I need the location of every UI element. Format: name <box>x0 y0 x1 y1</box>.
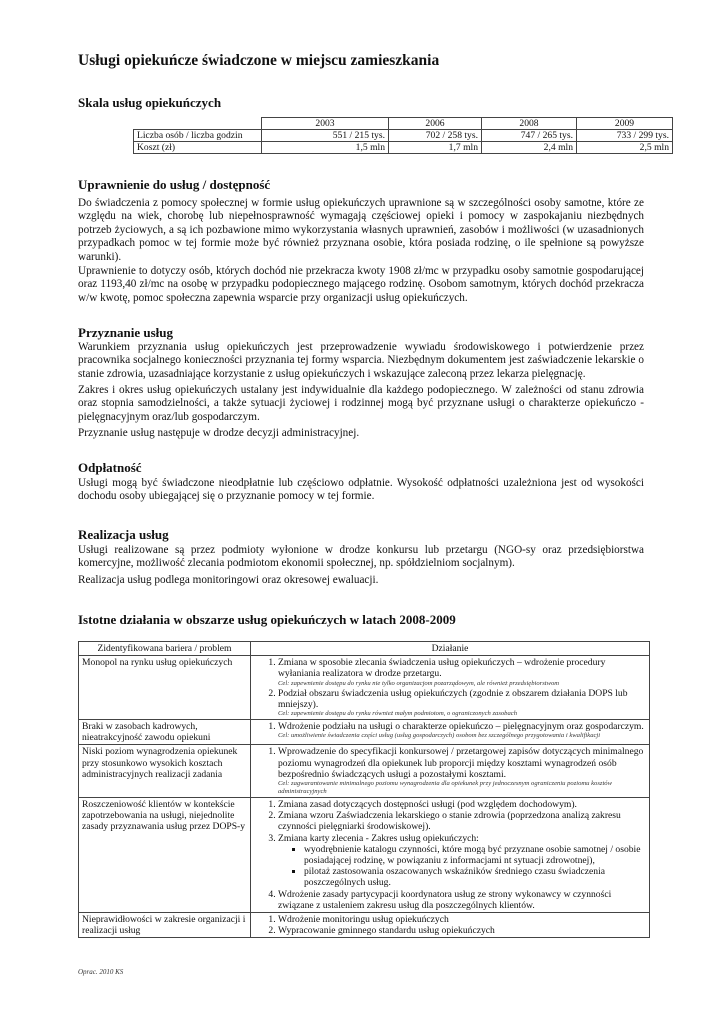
actions-table <box>78 641 650 938</box>
action-text: Wprowadzenie do specyfikacji konkursowej / przetargowej zapisów dotyczących minimalnego poziomu wynagrodzeń dla opiekunek lub proporcji między kosztami wynagrodzeń osób bezpośrednio świadczących usługi a pozostałymi kosztami. <box>278 746 644 780</box>
scale-row-cost <box>134 142 673 154</box>
action-item <box>278 746 646 796</box>
action-text: Podział obszaru świadczenia usług opiekuńczych (zgodnie z obszarem działania DOPS lub mniejszy). <box>278 687 628 710</box>
table-row <box>79 798 650 913</box>
entitlement-heading: Uprawnienie do usług / dostępność <box>78 177 271 192</box>
row-label: Liczba osób / liczba godzin <box>134 130 262 142</box>
action-item <box>278 688 646 718</box>
year-cell: 2009 <box>577 118 673 130</box>
action-item <box>278 925 646 936</box>
table-row <box>79 720 650 745</box>
action-text: Wdrożenie monitoringu usług opiekuńczych <box>278 914 449 926</box>
actions-heading: Istotne działania w obszarze usług opiekuńczych w latach 2008-2009 <box>78 612 456 627</box>
action-text: Zmiana wzoru Zaświadczenia lekarskiego o stanie zdrowia (poprzedzona analizą zakresu czynności pielęgniarki środowiskowej). <box>278 810 621 833</box>
action-cell <box>251 798 650 913</box>
barrier-cell: Braki w zasobach kadrowych, nieatrakcyjność zawodu opiekuni <box>79 720 251 745</box>
row-label: Koszt (zł) <box>134 142 262 154</box>
entitlement-paragraph-2: Uprawnienie to dotyczy osób, których dochód nie przekracza kwoty 1908 zł/mc w przypadku osoby samotnie gospodarującej oraz 1193,40 zł/mc na osobę w przypadku podopiecznego mającego rodzinę. Osobom samotnym, których dochód przekracza w/w kwotę, pomoc społeczna zapewnia wsparcie przy organizacji usług opiekuńczych. <box>78 265 644 304</box>
action-goal: Cel: zagwarantowanie minimalnego poziomu wynagrodzenia dla opiekunek przy jednoczesnym ograniczeniu poziomu kosztów administracyjnych <box>278 780 612 796</box>
payment-paragraph: Usługi mogą być świadczone nieodpłatnie lub częściowo odpłatnie. Wysokość odpłatności uzależniona jest od wysokości dochodu osoby ubiegającej się o przyznanie pomocy w tej formie. <box>78 477 644 503</box>
action-cell <box>251 913 650 938</box>
table-row <box>79 913 650 938</box>
action-text: Wdrożenie podziału na usługi o charakterze opiekuńczo – pielęgnacyjnym oraz gospodarczym. <box>278 721 644 733</box>
value-cell: 702 / 258 tys. <box>389 130 482 142</box>
barrier-cell: Monopol na rynku usług opiekuńczych <box>79 656 251 720</box>
action-text: Wypracowanie gminnego standardu usług opiekuńczych <box>278 925 495 937</box>
sub-bullet: ▪ pilotaż zastosowania oszacowanych wskaźników średniego czasu świadczenia poszczególnych usług. <box>304 866 646 888</box>
delivery-paragraph-2: Realizacja usług podlega monitoringowi oraz okresowej ewaluacji. <box>78 574 379 586</box>
action-text: Zmiana zasad dotyczących dostępności usługi (pod względem dochodowym). <box>278 799 577 811</box>
action-text: Zmiana w sposobie zlecania świadczenia usług opiekuńczych – wdrożenie procedury wyłaniania realizatora w drodze przetargu. <box>278 657 606 680</box>
payment-heading: Odpłatność <box>78 460 142 475</box>
action-goal: Cel: zapewnienie dostępu do rynku nie tylko organizacjom pozarządowym, ale również przedsiębiorstwom <box>278 679 560 687</box>
action-cell <box>251 656 650 720</box>
table-row <box>79 656 650 720</box>
action-item <box>278 914 646 925</box>
action-item <box>278 721 646 740</box>
action-text: Wdrożenie zasady partycypacji koordynatora usług ze strony wykonawcy w czynności związane z ustaleniem zakresu usług dla poszczególnych klientów. <box>278 888 612 911</box>
value-cell: 2,5 mln <box>577 142 673 154</box>
value-cell: 733 / 299 tys. <box>577 130 673 142</box>
action-goal: Cel: zapewnienie dostępu do rynku również małym podmiotom, o ograniczonych zasobach <box>278 710 517 718</box>
action-item <box>278 833 646 889</box>
value-cell: 747 / 265 tys. <box>482 130 577 142</box>
granting-heading: Przyznanie usług <box>78 325 173 340</box>
action-cell <box>251 745 650 798</box>
action-item <box>278 889 646 911</box>
year-cell: 2003 <box>262 118 389 130</box>
action-item <box>278 799 646 810</box>
barrier-cell: Nieprawidłowości w zakresie organizacji i realizacji usług <box>79 913 251 938</box>
granting-paragraph-3: Przyznanie usług następuje w drodze decyzji administracyjnej. <box>78 427 360 439</box>
scale-heading: Skala usług opiekuńczych <box>78 95 222 110</box>
scale-table <box>133 117 673 154</box>
delivery-heading: Realizacja usług <box>78 527 169 542</box>
footer-note: Oprac. 2010 KS <box>78 968 124 976</box>
value-cell: 1,5 mln <box>262 142 389 154</box>
action-goal: Cel: umożliwienie świadczenia części usług (usług gospodarczych) osobom bez szczególnego przygotowania i kwalifikacji <box>278 732 601 740</box>
value-cell: 1,7 mln <box>389 142 482 154</box>
value-cell: 551 / 215 tys. <box>262 130 389 142</box>
barrier-cell: Roszczeniowość klientów w kontekście zapotrzebowania na usługi, niejednolite zasady przyznawania usług przez DOPS-y <box>79 798 251 913</box>
entitlement-paragraph-1: Do świadczenia z pomocy społecznej w formie usług opiekuńczych uprawnione są w szczególności osoby samotne, które ze względu na wiek, chorobę lub niepełnosprawność wymagają częściowej opieki i pomocy w zaspokajaniu niezbędnych potrzeb życiowych, a są ich pozbawione mimo wykorzystania własnych uprawnień, zasobów i możliwości (w uzasadnionych przypadkach pomoc w tej formie może być również przyznana osobie, która posiada rodzinę, o ile spełnione są powyższe warunki). <box>78 197 644 263</box>
action-item <box>278 657 646 687</box>
year-cell: 2008 <box>482 118 577 130</box>
page-title: Usługi opiekuńcze świadczone w miejscu zamieszkania <box>78 52 440 69</box>
table-row <box>79 745 650 798</box>
scale-header-row <box>134 118 673 130</box>
action-text: Zmiana karty zlecenia - Zakres usług opiekuńczych: <box>278 832 479 844</box>
barrier-cell: Niski poziom wynagrodzenia opiekunek przy stosunkowo wysokich kosztach administracyjnych realizacji zadania <box>79 745 251 798</box>
year-cell: 2006 <box>389 118 482 130</box>
action-cell <box>251 720 650 745</box>
granting-paragraph-1: Warunkiem przyznania usług opiekuńczych jest przeprowadzenie wywiadu środowiskowego i potwierdzenie przez pracownika socjalnego konieczności przyznania tej formy wsparcia. Niezbędnym dokumentem jest zaświadczenie lekarskie o stanie zdrowia, uzasadniające korzystanie z usług opiekuńczych i wskazujące zaleconą przez lekarza pielęgnację. <box>78 341 644 380</box>
value-cell: 2,4 mln <box>482 142 577 154</box>
col-header-barrier: Zidentyfikowana bariera / problem <box>79 642 251 656</box>
col-header-action: Działanie <box>251 642 650 656</box>
action-item <box>278 810 646 832</box>
granting-paragraph-2: Zakres i okres usług opiekuńczych ustalany jest indywidualnie dla każdego podopiecznego. W zależności od stanu zdrowia oraz stopnia samodzielności, a także sytuacji życiowej i rodzinnej mogą być przyznane usługi o charakterze opiekuńczo - pielęgnacyjnym oraz/lub gospodarczym. <box>78 384 644 423</box>
scale-row-people <box>134 130 673 142</box>
sub-bullet: ▪ wyodrębnienie katalogu czynności, które mogą być przyznane osobie samotnej / osobie posiadającej rodzinę, w powiązaniu z informacjami nt sytuacji zdrowotnej), <box>304 844 646 866</box>
actions-header-row <box>79 642 650 656</box>
delivery-paragraph-1: Usługi realizowane są przez podmioty wyłonione w drodze konkursu lub przetargu (NGO-sy oraz przedsiębiorstwa komercyjne, możliwość zlecania podmiotom ekonomii społecznej, np. spółdzielniom socjalnym). <box>78 544 644 570</box>
